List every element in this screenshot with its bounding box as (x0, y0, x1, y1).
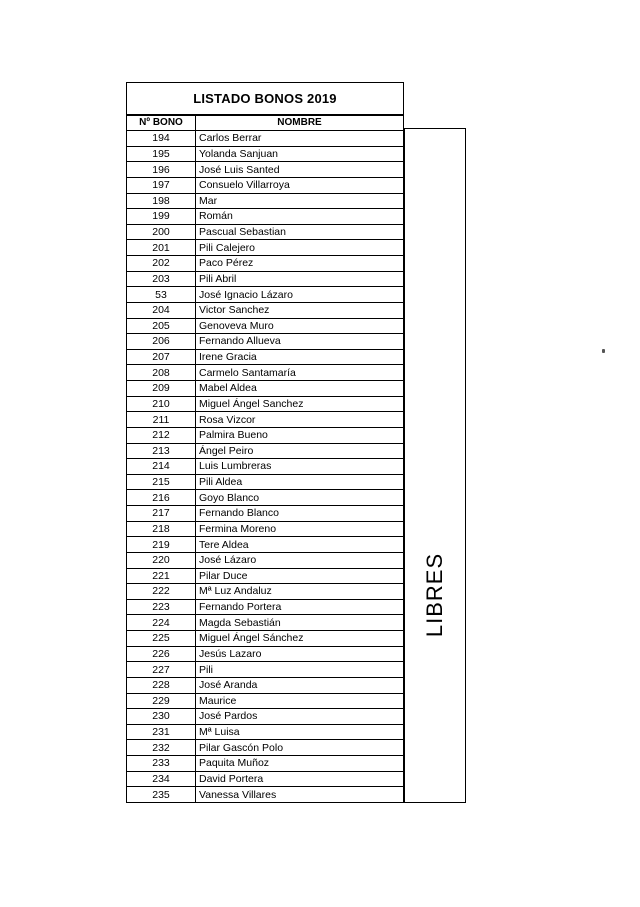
bono-holder-name: Yolanda Sanjuan (196, 146, 404, 162)
table-row (127, 474, 404, 490)
bono-holder-name: Fernando Portera (196, 599, 404, 615)
bono-holder-name: Pilar Gascón Polo (196, 740, 404, 756)
table-row (127, 224, 404, 240)
bono-number: 218 (127, 521, 196, 537)
bono-holder-name: Miguel Ángel Sánchez (196, 631, 404, 647)
bono-holder-name: José Lázaro (196, 552, 404, 568)
header-number: Nº BONO (127, 116, 196, 131)
bono-number: 208 (127, 365, 196, 381)
bono-holder-name: Goyo Blanco (196, 490, 404, 506)
bono-number: 196 (127, 162, 196, 178)
bono-number: 225 (127, 631, 196, 647)
bono-number: 212 (127, 427, 196, 443)
bono-holder-name: Consuelo Villarroya (196, 177, 404, 193)
libres-label: LIBRES (422, 552, 447, 638)
bono-number: 227 (127, 662, 196, 678)
bono-holder-name: Tere Aldea (196, 537, 404, 553)
table-row (127, 427, 404, 443)
bono-holder-name: Pascual Sebastian (196, 224, 404, 240)
bono-holder-name: Ángel Peiro (196, 443, 404, 459)
bono-number: 194 (127, 131, 196, 147)
table-row (127, 693, 404, 709)
bono-holder-name: Rosa Vizcor (196, 412, 404, 428)
bono-number: 229 (127, 693, 196, 709)
table-row (127, 381, 404, 397)
table-row (127, 240, 404, 256)
list-title: LISTADO BONOS 2019 (193, 91, 337, 106)
bono-number: 232 (127, 740, 196, 756)
bono-holder-name: Jesús Lazaro (196, 646, 404, 662)
table-row (127, 162, 404, 178)
bono-number: 219 (127, 537, 196, 553)
bono-holder-name: Pili Aldea (196, 474, 404, 490)
bono-number: 233 (127, 756, 196, 772)
table-row (127, 412, 404, 428)
table-row (127, 256, 404, 272)
bono-number: 214 (127, 459, 196, 475)
table-row (127, 677, 404, 693)
table-row (127, 646, 404, 662)
bono-holder-name: Genoveva Muro (196, 318, 404, 334)
table-row (127, 631, 404, 647)
table-header-row (127, 116, 404, 131)
bono-number: 211 (127, 412, 196, 428)
bono-number: 205 (127, 318, 196, 334)
list-title-box (126, 82, 404, 115)
bono-holder-name: Mabel Aldea (196, 381, 404, 397)
table-row (127, 599, 404, 615)
bono-holder-name: José Ignacio Lázaro (196, 287, 404, 303)
bono-number: 202 (127, 256, 196, 272)
table-body (127, 131, 404, 803)
table-row (127, 318, 404, 334)
bono-number: 226 (127, 646, 196, 662)
bono-number: 199 (127, 209, 196, 225)
bono-number: 215 (127, 474, 196, 490)
bono-number: 201 (127, 240, 196, 256)
bono-holder-name: Pilar Duce (196, 568, 404, 584)
table-row (127, 349, 404, 365)
table-row (127, 302, 404, 318)
table-row (127, 787, 404, 803)
table-row (127, 521, 404, 537)
bono-number: 53 (127, 287, 196, 303)
libres-box (404, 128, 466, 803)
table-row (127, 146, 404, 162)
table-row (127, 771, 404, 787)
bonos-table (126, 115, 404, 803)
header-name: NOMBRE (196, 116, 404, 131)
bono-number: 213 (127, 443, 196, 459)
bono-number: 204 (127, 302, 196, 318)
table-row (127, 662, 404, 678)
table-row (127, 490, 404, 506)
table-row (127, 287, 404, 303)
bono-holder-name: Fernando Blanco (196, 506, 404, 522)
bono-number: 217 (127, 506, 196, 522)
bono-holder-name: David Portera (196, 771, 404, 787)
table-row (127, 552, 404, 568)
table-row (127, 177, 404, 193)
bono-number: 209 (127, 381, 196, 397)
table-row (127, 209, 404, 225)
bono-holder-name: Luis Lumbreras (196, 459, 404, 475)
table-row (127, 568, 404, 584)
bono-holder-name: Victor Sanchez (196, 302, 404, 318)
bono-holder-name: Román (196, 209, 404, 225)
table-row (127, 193, 404, 209)
bono-number: 220 (127, 552, 196, 568)
bono-holder-name: Mª Luz Andaluz (196, 584, 404, 600)
bono-number: 197 (127, 177, 196, 193)
table-row (127, 724, 404, 740)
table-row (127, 709, 404, 725)
table-row (127, 396, 404, 412)
table-row (127, 459, 404, 475)
bono-number: 198 (127, 193, 196, 209)
scan-speck (602, 349, 605, 353)
bono-number: 203 (127, 271, 196, 287)
table-row (127, 131, 404, 147)
bono-holder-name: Mar (196, 193, 404, 209)
table-row (127, 443, 404, 459)
table-row (127, 740, 404, 756)
bono-number: 207 (127, 349, 196, 365)
table-row (127, 365, 404, 381)
bono-number: 216 (127, 490, 196, 506)
bono-number: 221 (127, 568, 196, 584)
table-row (127, 271, 404, 287)
bono-holder-name: Pili Abril (196, 271, 404, 287)
bono-holder-name: Vanessa Villares (196, 787, 404, 803)
bono-holder-name: Paco Pérez (196, 256, 404, 272)
table-row (127, 584, 404, 600)
table-row (127, 334, 404, 350)
bono-holder-name: Maurice (196, 693, 404, 709)
bono-holder-name: Pili (196, 662, 404, 678)
bono-holder-name: Carmelo Santamaría (196, 365, 404, 381)
bono-number: 224 (127, 615, 196, 631)
table-row (127, 537, 404, 553)
bono-holder-name: Fernando Allueva (196, 334, 404, 350)
bono-number: 223 (127, 599, 196, 615)
table-row (127, 506, 404, 522)
bono-number: 234 (127, 771, 196, 787)
bono-number: 210 (127, 396, 196, 412)
bono-holder-name: José Aranda (196, 677, 404, 693)
table-row (127, 756, 404, 772)
bono-number: 230 (127, 709, 196, 725)
bono-holder-name: Miguel Ángel Sanchez (196, 396, 404, 412)
bono-holder-name: Palmira Bueno (196, 427, 404, 443)
bono-holder-name: Paquita Muñoz (196, 756, 404, 772)
bono-holder-name: Magda Sebastián (196, 615, 404, 631)
bono-number: 206 (127, 334, 196, 350)
bonos-list-sheet (126, 82, 404, 803)
bono-number: 222 (127, 584, 196, 600)
table-row (127, 615, 404, 631)
bono-holder-name: Mª Luisa (196, 724, 404, 740)
bono-number: 195 (127, 146, 196, 162)
bono-number: 231 (127, 724, 196, 740)
bono-holder-name: Fermina Moreno (196, 521, 404, 537)
bono-holder-name: Pili Calejero (196, 240, 404, 256)
bono-number: 228 (127, 677, 196, 693)
bono-holder-name: Irene Gracia (196, 349, 404, 365)
bono-holder-name: José Pardos (196, 709, 404, 725)
bono-holder-name: Carlos Berrar (196, 131, 404, 147)
bono-number: 200 (127, 224, 196, 240)
bono-holder-name: José Luis Santed (196, 162, 404, 178)
bono-number: 235 (127, 787, 196, 803)
